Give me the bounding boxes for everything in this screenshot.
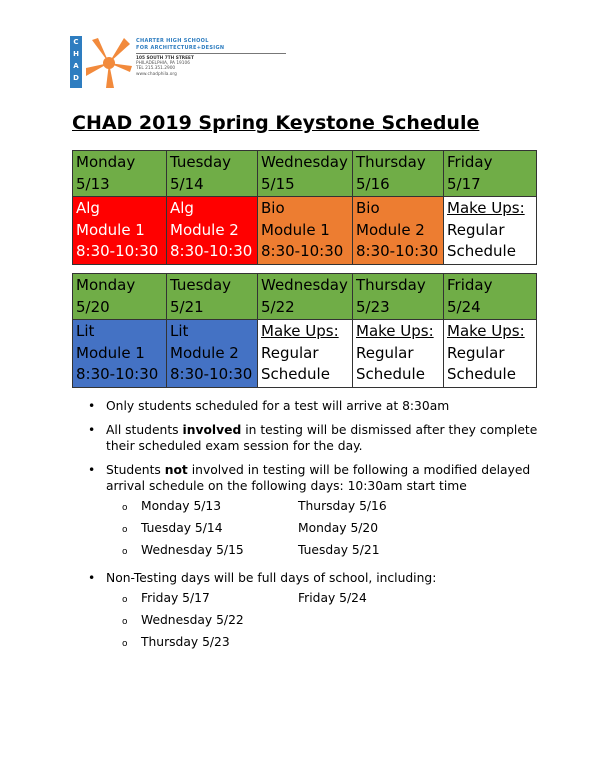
session-cell: Lit Module 2 8:30-10:30 [167,320,258,388]
delayed-day: Tuesday 5/21 [298,543,380,557]
session-cell: Bio Module 2 8:30-10:30 [353,197,444,265]
logo-phone: TEL 215.351.2900 [136,66,176,72]
logo-letter: H [73,50,79,58]
logo-letter-bar [70,36,82,88]
logo-address [136,56,194,77]
full-day: Thursday 5/23 [141,635,230,649]
session-cell: Make Ups: Regular Schedule [444,320,537,388]
bullet-text: involved in testing will be following a modified delayed arrival schedule on the following days: 10:30am start time [106,463,531,493]
day-cell: Wednesday 5/22 [258,274,353,320]
day-cell: Wednesday 5/15 [258,151,353,197]
schedule-session-row [73,197,537,265]
session-cell: Alg Module 1 8:30-10:30 [73,197,167,265]
bullet-emphasis: involved [182,423,242,437]
bullet-item [86,398,556,414]
logo-name-line: CHARTER HIGH SCHOOL [136,38,209,44]
day-cell: Tuesday 5/21 [167,274,258,320]
bullet-text: Students [106,463,165,477]
schedule-header-row [73,151,537,197]
bullet-emphasis: not [164,463,188,477]
bullet-text: in testing will be dismissed after they complete their scheduled exam session for the day. [106,423,538,453]
delayed-day: Thursday 5/16 [298,499,387,513]
delayed-day: Monday 5/13 [141,499,222,513]
bullet-item [86,422,556,454]
day-cell: Friday 5/24 [444,274,537,320]
day-cell: Monday 5/13 [73,151,167,197]
sub-bullet-marker: o [122,595,128,605]
delayed-day: Tuesday 5/14 [141,521,223,535]
session-cell: Alg Module 2 8:30-10:30 [167,197,258,265]
bullet-text: Non-Testing days will be full days of school, including: [106,571,437,585]
sub-list-item [86,498,556,520]
day-cell: Thursday 5/23 [353,274,444,320]
school-logo [70,36,240,90]
delayed-day: Monday 5/20 [298,521,379,535]
bullet-item [86,462,556,494]
logo-star-icon [84,36,134,90]
delayed-day: Wednesday 5/15 [141,543,244,557]
logo-website: www.chadphila.org [136,71,177,77]
day-cell: Thursday 5/16 [353,151,444,197]
session-cell: Make Ups: Regular Schedule [258,320,353,388]
logo-address-line: PHILADELPHIA, PA 19106 [136,61,190,67]
logo-school-name [136,38,224,51]
page-title: CHAD 2019 Spring Keystone Schedule [72,112,480,134]
session-cell: Lit Module 1 8:30-10:30 [73,320,167,388]
bullet-text: All students [106,423,183,437]
sub-bullet-marker: o [122,617,128,627]
bullet-text: Only students scheduled for a test will arrive at 8:30am [106,399,450,413]
notes-list [86,398,556,656]
schedule-session-row [73,320,537,388]
full-day: Friday 5/17 [141,591,210,605]
logo-name-line: FOR ARCHITECTURE+DESIGN [136,44,225,51]
day-cell: Tuesday 5/14 [167,151,258,197]
schedule-header-row [73,274,537,320]
logo-letter: C [73,38,79,46]
logo-letter: D [73,74,79,82]
sub-bullet-marker: o [122,547,128,557]
session-cell: Make Ups: Regular Schedule [353,320,444,388]
sub-list-item [86,542,556,564]
day-cell: Friday 5/17 [444,151,537,197]
sub-list-item [86,634,556,656]
logo-divider [136,53,286,54]
sub-bullet-marker: o [122,503,128,513]
logo-letter: A [73,62,79,70]
sub-list-item [86,590,556,612]
sub-bullet-marker: o [122,639,128,649]
sub-list-item [86,612,556,634]
logo-address-line: 105 SOUTH 7TH STREET [136,56,194,61]
bullet-item [86,570,556,586]
schedule-table-week1 [72,150,537,265]
full-day: Wednesday 5/22 [141,613,244,627]
session-cell: Bio Module 1 8:30-10:30 [258,197,353,265]
schedule-table-week2 [72,273,537,388]
sub-list-item [86,520,556,542]
full-day: Friday 5/24 [298,591,367,605]
session-cell: Make Ups: Regular Schedule [444,197,537,265]
day-cell: Monday 5/20 [73,274,167,320]
sub-bullet-marker: o [122,525,128,535]
